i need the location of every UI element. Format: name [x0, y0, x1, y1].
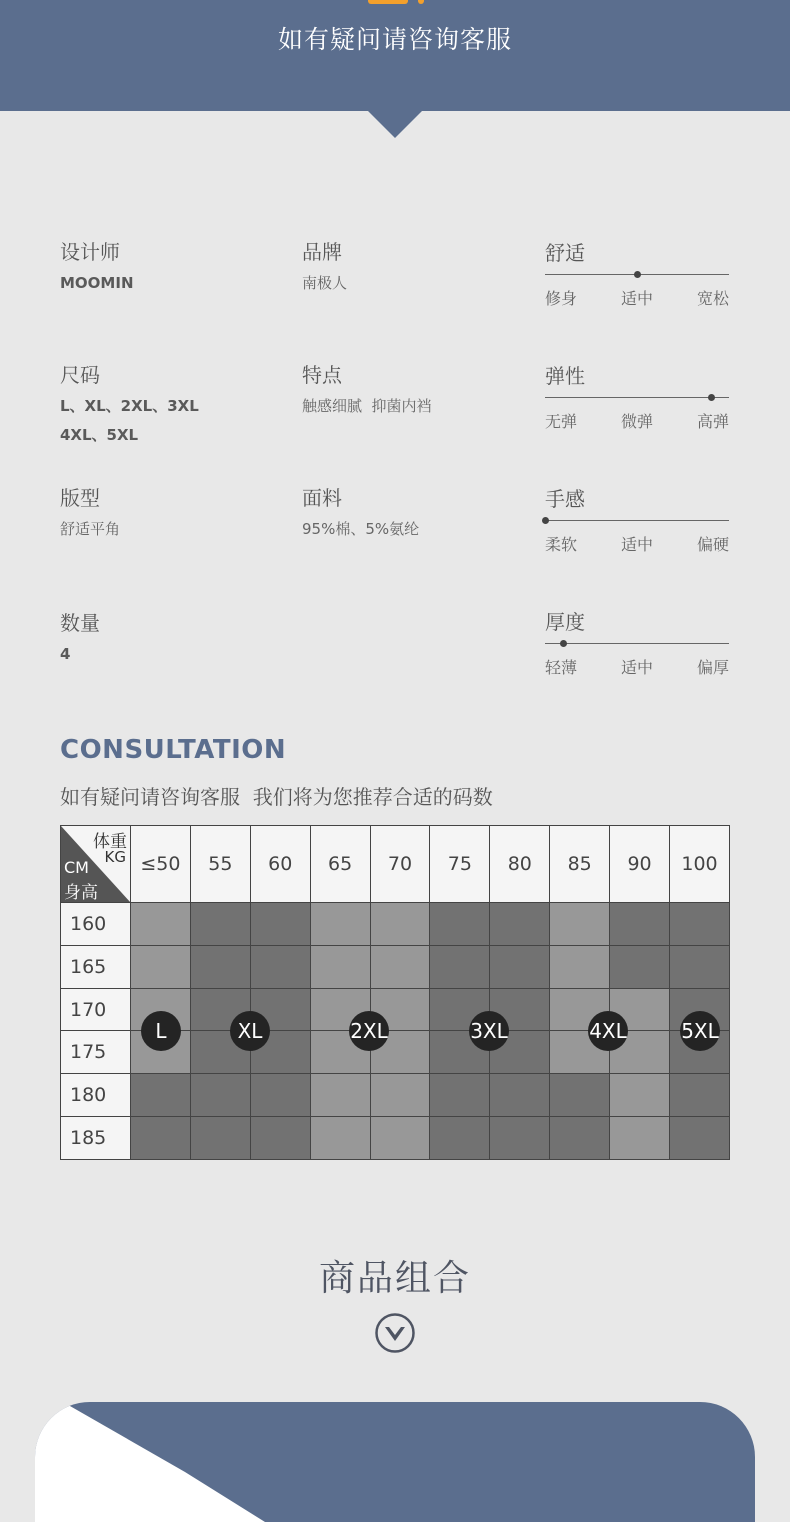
header-banner [0, 0, 790, 111]
height-header: 185 [61, 1117, 131, 1160]
attr-value-line2: 4XL、5XL [60, 426, 139, 444]
weight-header: 90 [610, 826, 670, 903]
size-chart-row [61, 903, 730, 946]
scale-dot [542, 517, 549, 524]
size-chart-row [61, 1117, 730, 1160]
weight-header: 70 [370, 826, 430, 903]
attr-fit [60, 482, 120, 544]
size-chart-cell [310, 1074, 370, 1117]
size-chart-cell [670, 1074, 730, 1117]
scale-dot [634, 271, 641, 278]
size-chart-cell [310, 1117, 370, 1160]
scale-tick: 适中 [620, 658, 653, 677]
height-header: 180 [61, 1074, 131, 1117]
weight-header: 55 [190, 826, 250, 903]
scale-touch [545, 483, 729, 555]
size-chart-cell [250, 945, 310, 988]
corner-kg-label: KG [104, 848, 126, 866]
attr-label: 版型 [60, 486, 100, 510]
scale-tick: 微弹 [620, 412, 653, 431]
attr-label: 尺码 [60, 363, 100, 387]
size-chart-row [61, 945, 730, 988]
size-chart-cell [490, 903, 550, 946]
scale-label: 厚度 [545, 610, 585, 634]
scale-tick: 适中 [620, 289, 653, 308]
size-chart-cell [670, 945, 730, 988]
size-chart-cell [430, 1074, 490, 1117]
height-header: 175 [61, 1031, 131, 1074]
attr-label: 特点 [302, 363, 342, 387]
scale-track [545, 643, 729, 644]
attr-label: 设计师 [60, 240, 120, 264]
size-chart-cell [370, 945, 430, 988]
attr-value-line1: L、XL、2XL、3XL [60, 397, 199, 415]
size-chart-cell [670, 1117, 730, 1160]
size-badge-4xl: 4XL [588, 1011, 628, 1051]
scale-tick: 宽松 [696, 289, 729, 308]
size-chart-cell [610, 945, 670, 988]
size-chart-corner [61, 826, 131, 903]
scale-tick: 柔软 [545, 535, 578, 554]
attr-value: MOOMIN [60, 274, 134, 292]
scale-label: 弹性 [545, 364, 585, 388]
size-badge-3xl: 3XL [469, 1011, 509, 1051]
header-dot-mark [418, 0, 424, 4]
scale-tick: 修身 [545, 289, 578, 308]
header-tab-mark [368, 0, 408, 4]
product-combo-card [35, 1402, 755, 1522]
size-chart-row [61, 1074, 730, 1117]
size-chart-cell [430, 903, 490, 946]
size-chart-cell [430, 1117, 490, 1160]
attr-fabric [302, 482, 419, 544]
size-chart-cell [131, 945, 191, 988]
header-title: 如有疑问请咨询客服 [277, 25, 512, 54]
consultation-title: CONSULTATION [60, 735, 287, 765]
scale-tick: 高弹 [696, 412, 729, 431]
size-chart-cell [190, 945, 250, 988]
scale-ticks [545, 409, 729, 432]
size-chart-cell [550, 903, 610, 946]
weight-header: 60 [250, 826, 310, 903]
weight-header: ≤50 [131, 826, 191, 903]
height-header: 160 [61, 903, 131, 946]
size-chart-cell [190, 1074, 250, 1117]
scale-track [545, 397, 729, 398]
size-chart-cell [430, 945, 490, 988]
scale-track [545, 520, 729, 521]
weight-header: 85 [550, 826, 610, 903]
weight-header: 65 [310, 826, 370, 903]
size-chart-header-row [61, 826, 730, 903]
attr-label: 面料 [302, 486, 342, 510]
size-chart-cell [250, 1074, 310, 1117]
size-chart-cell [550, 1117, 610, 1160]
corner-cm-label: CM [64, 858, 89, 877]
scale-dot [560, 640, 567, 647]
size-chart-cell [550, 945, 610, 988]
chevron-down-circle-icon[interactable] [374, 1312, 416, 1354]
size-chart-cell [370, 1117, 430, 1160]
size-chart-cell [370, 903, 430, 946]
attr-feature [302, 359, 432, 421]
size-chart-table [60, 825, 730, 1160]
scale-dot [708, 394, 715, 401]
size-chart-cell [490, 1074, 550, 1117]
scale-ticks [545, 286, 729, 309]
scale-thickness [545, 606, 729, 678]
weight-header: 75 [430, 826, 490, 903]
card-white-wedge [35, 1402, 755, 1522]
size-chart-cell [131, 1117, 191, 1160]
attr-quantity [60, 607, 100, 669]
attr-value: 南极人 [302, 274, 348, 292]
size-chart-cell [250, 1117, 310, 1160]
size-chart-cell [610, 1117, 670, 1160]
size-badge-xl: XL [230, 1011, 270, 1051]
attr-value: 95%棉、5%氨纶 [302, 520, 420, 538]
size-chart-cell [190, 903, 250, 946]
scale-ticks [545, 532, 729, 555]
size-badge-2xl: 2XL [349, 1011, 389, 1051]
attr-label: 数量 [60, 611, 100, 635]
height-header: 170 [61, 988, 131, 1031]
attr-designer [60, 236, 134, 298]
weight-header: 100 [670, 826, 730, 903]
size-chart-cell [610, 903, 670, 946]
size-badge-l: L [141, 1011, 181, 1051]
size-chart-cell [310, 903, 370, 946]
scale-tick: 轻薄 [545, 658, 578, 677]
scale-comfort [545, 237, 729, 309]
size-chart-cell [490, 945, 550, 988]
size-chart-cell [190, 1117, 250, 1160]
scale-label: 手感 [545, 487, 585, 511]
corner-weight-label: 体重 [93, 832, 127, 852]
size-chart-cell [610, 1074, 670, 1117]
size-badge-5xl: 5XL [680, 1011, 720, 1051]
header-arrow [367, 110, 423, 138]
attr-value-group [60, 392, 199, 450]
scale-tick: 适中 [620, 535, 653, 554]
scale-track [545, 274, 729, 275]
attr-label: 品牌 [302, 240, 342, 264]
height-header: 165 [61, 945, 131, 988]
size-chart-cell [250, 903, 310, 946]
size-chart-cell [310, 945, 370, 988]
size-chart-cell [670, 903, 730, 946]
combo-title: 商品组合 [318, 1258, 471, 1299]
scale-label: 舒适 [545, 241, 585, 265]
scale-elasticity [545, 360, 729, 432]
weight-header: 80 [490, 826, 550, 903]
scale-tick: 偏厚 [696, 658, 729, 677]
scale-tick: 无弹 [545, 412, 578, 431]
size-chart-cell [490, 1117, 550, 1160]
attr-value: 触感细腻 抑菌内裆 [302, 397, 432, 415]
attr-value: 4 [60, 645, 71, 663]
attr-size [60, 359, 199, 450]
scale-tick: 偏硬 [696, 535, 729, 554]
attr-value: 舒适平角 [60, 520, 121, 538]
corner-height-label: 身高 [64, 883, 98, 903]
consultation-subtitle: 如有疑问请咨询客服 我们将为您推荐合适的码数 [60, 785, 493, 809]
size-chart-cell [550, 1074, 610, 1117]
size-chart-cell [131, 1074, 191, 1117]
attr-brand [302, 236, 347, 298]
size-chart-cell [370, 1074, 430, 1117]
size-chart-cell [131, 903, 191, 946]
scale-ticks [545, 655, 729, 678]
